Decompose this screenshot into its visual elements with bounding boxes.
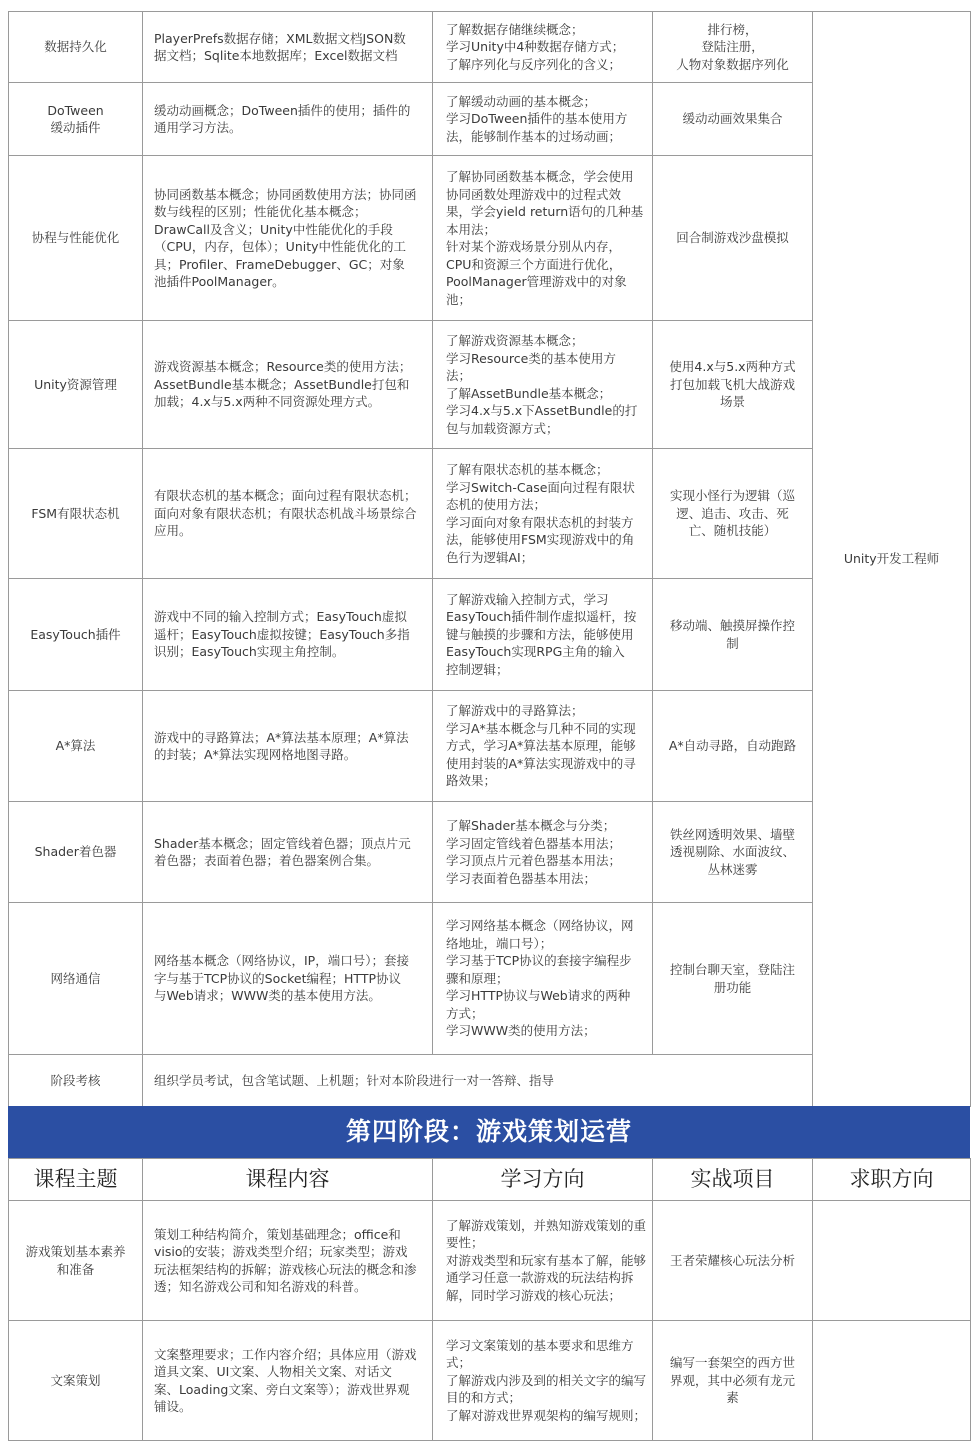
header-project: 实战项目	[653, 1159, 813, 1201]
learning-direction-line: 了解对游戏世界观架构的编写规则；	[446, 1407, 647, 1423]
learning-direction-line: 骤和原理；	[446, 970, 509, 986]
practice-project-line: 素	[726, 1390, 739, 1406]
practice-project-line: 编写一套架空的西方世	[669, 1355, 795, 1371]
stage3-table-wrap	[8, 11, 970, 1107]
learning-direction-line: 学习面向对象有限状态机的封装方	[446, 514, 634, 530]
practice-project	[653, 83, 813, 156]
table-row	[9, 1321, 971, 1441]
learning-direction-line: 要性；	[446, 1235, 484, 1251]
course-content	[143, 802, 433, 903]
learning-direction-line: 学习顶点片元着色器基本用法；	[446, 853, 622, 868]
course-content	[143, 691, 433, 802]
course-content-line: Shader基本概念；固定管线着色器；顶点片元	[154, 835, 411, 851]
course-content-line: 字与基于TCP协议的Socket编程；HTTP协议	[154, 970, 401, 986]
learning-direction-line: 针对某个游戏场景分别从内存，	[446, 239, 622, 254]
learning-direction-line: 学习4.x与5.x下AssetBundle的打	[446, 403, 638, 418]
course-content-line: 识别；EasyTouch实现主角控制。	[154, 644, 345, 660]
learning-direction-line: 了解协同函数基本概念，学会使用	[446, 169, 634, 184]
practice-project	[653, 802, 813, 903]
practice-project-line: 亡、随机技能）	[688, 523, 777, 539]
learning-direction-line: 学习Resource类的基本使用方	[446, 350, 616, 366]
course-topic-line: DoTween	[47, 102, 104, 118]
learning-direction	[433, 156, 653, 321]
course-topic-line: A*算法	[55, 738, 96, 754]
learning-direction	[433, 1201, 653, 1321]
course-topic-line: 缓动插件	[50, 120, 101, 135]
course-content-line: 策划工种结构简介，策划基础理念；office和	[154, 1226, 401, 1242]
practice-project	[653, 1321, 813, 1441]
learning-direction-line: EasyTouch实现RPG主角的输入	[446, 644, 625, 660]
learning-direction-line: 学习表面着色器基本用法；	[446, 870, 597, 886]
course-content	[143, 156, 433, 321]
learning-direction-line: 学习固定管线着色器基本用法；	[446, 835, 622, 851]
course-topic-line: Shader着色器	[34, 844, 117, 860]
course-topic	[9, 83, 143, 156]
learning-direction	[433, 83, 653, 156]
course-content-line: 案、Loading文案、旁白文案等）；游戏世界观	[154, 1381, 410, 1397]
course-content-line: 通用学习方法。	[154, 120, 242, 135]
learning-direction-line: 键与触摸的步骤和方法，能够使用	[446, 626, 634, 642]
course-content	[143, 83, 433, 156]
course-content	[143, 579, 433, 691]
learning-direction-line: 学习基于TCP协议的套接字编程步	[446, 953, 632, 969]
course-content-line: visio的安装；游戏类型介绍；玩家类型；游戏	[154, 1244, 408, 1259]
practice-project	[653, 903, 813, 1055]
learning-direction	[433, 579, 653, 691]
course-topic	[9, 156, 143, 321]
course-content	[143, 449, 433, 579]
practice-project-line: 回合制游戏沙盘模拟	[676, 230, 789, 246]
learning-direction-line: 法，能够制作基本的过场动画；	[446, 128, 622, 144]
learning-direction-line: 通学习任意一款游戏的玩法结构拆	[446, 1270, 634, 1286]
practice-project-line: 界观，其中必须有龙元	[669, 1372, 795, 1388]
course-content	[143, 12, 433, 83]
course-topic-line: 网络通信	[50, 970, 101, 986]
course-content-line: （CPU，内存，包体）；Unity中性能优化的工	[154, 239, 407, 254]
course-content-line: 网络基本概念（网络协议，IP，端口号）；套接	[154, 953, 409, 969]
course-content	[143, 903, 433, 1055]
practice-project-line: 打包加载飞机大战游戏	[669, 376, 795, 392]
course-content-line: 缓动动画概念；DoTween插件的使用；插件的	[154, 102, 411, 118]
header-career: 求职方向	[813, 1159, 971, 1201]
course-content-line: 应用。	[154, 523, 192, 539]
course-content-line: 游戏中不同的输入控制方式；EasyTouch虚拟	[154, 609, 407, 625]
course-topic	[9, 903, 143, 1055]
learning-direction	[433, 1321, 653, 1441]
course-content-line: 游戏中的寻路算法；A*算法基本原理；A*算法	[154, 729, 409, 745]
career-direction	[813, 1321, 971, 1441]
course-content	[143, 321, 433, 449]
learning-direction-line: 协同函数处理游戏中的过程式效	[446, 186, 622, 202]
practice-project-line: 排行榜，	[707, 21, 758, 37]
course-topic	[9, 1201, 143, 1321]
learning-direction-line: 了解有限状态机的基本概念；	[446, 462, 609, 477]
learning-direction-line: 了解数据存储继续概念；	[446, 21, 584, 37]
learning-direction-line: 包与加载资源方式；	[446, 420, 559, 436]
practice-project-line: 缓动动画效果集合	[682, 111, 783, 127]
course-content	[143, 1201, 433, 1321]
learning-direction-line: 学习Switch-Case面向过程有限状	[446, 479, 635, 495]
practice-project-line: 铁丝网透明效果、墙壁	[669, 826, 795, 842]
learning-direction-line: 解，同时学习游戏的核心玩法；	[446, 1287, 622, 1303]
practice-project-line: 控制台聊天室，登陆注	[669, 962, 795, 977]
course-content-line: 面向对象有限状态机；有限状态机战斗场景综合	[154, 505, 417, 521]
learning-direction-line: 学习DoTween插件的基本使用方	[446, 111, 628, 127]
learning-direction-line: 了解游戏输入控制方式，学习	[446, 591, 609, 607]
practice-project	[653, 1201, 813, 1321]
learning-direction-line: 了解游戏策划，并熟知游戏策划的重	[446, 1217, 647, 1233]
practice-project-line: 丛林迷雾	[707, 861, 758, 877]
practice-project-line: 册功能	[713, 979, 752, 995]
course-topic-line: 文案策划	[50, 1372, 101, 1388]
practice-project	[653, 321, 813, 449]
career-direction	[813, 1201, 971, 1321]
stage4-table-wrap	[8, 1158, 970, 1441]
learning-direction-line: 色行为逻辑AI；	[446, 549, 534, 565]
course-content-line: 协同函数基本概念；协同函数使用方法；协同函	[154, 186, 417, 202]
course-content-line: DrawCall及含义；Unity中性能优化的手段	[154, 221, 393, 237]
course-content-line: 道具文案、UI文案、人物相关文案、对话文	[154, 1364, 392, 1379]
learning-direction	[433, 12, 653, 83]
practice-project-line: 人物对象数据序列化	[676, 56, 789, 72]
practice-project	[653, 579, 813, 691]
course-topic	[9, 802, 143, 903]
learning-direction-line: 了解缓动动画的基本概念；	[446, 93, 597, 109]
learning-direction-line: 了解序列化与反序列化的含义；	[446, 56, 622, 72]
table-row	[9, 12, 971, 83]
course-content-line: 游戏资源基本概念；Resource类的使用方法；	[154, 359, 412, 375]
course-content-line: 文案整理要求；工作内容介绍；具体应用（游戏	[154, 1346, 417, 1362]
learning-direction	[433, 802, 653, 903]
course-topic-line: 协程与性能优化	[31, 230, 120, 246]
header-topic: 课程主题	[9, 1159, 143, 1201]
course-topic-line: 数据持久化	[44, 39, 107, 55]
learning-direction	[433, 321, 653, 449]
course-topic	[9, 1321, 143, 1441]
course-content-line: 透；知名游戏公司和知名游戏的科普。	[154, 1279, 367, 1294]
practice-project-line: A*自动寻路，自动跑路	[668, 738, 797, 754]
course-topic	[9, 691, 143, 802]
practice-project-line: 登陆注册，	[701, 39, 764, 55]
practice-project-line: 王者荣耀核心玩法分析	[669, 1252, 795, 1268]
header-direction: 学习方向	[433, 1159, 653, 1201]
learning-direction-line: 学习HTTP协议与Web请求的两种	[446, 988, 631, 1004]
practice-project	[653, 449, 813, 579]
exam-topic: 阶段考核	[9, 1055, 143, 1107]
learning-direction-line: 了解游戏内涉及到的相关文字的编写	[446, 1372, 647, 1388]
learning-direction-line: 了解AssetBundle基本概念；	[446, 385, 612, 401]
learning-direction-line: 池；	[446, 291, 472, 307]
course-topic-line: Unity资源管理	[34, 376, 117, 392]
learning-direction-line: PoolManager管理游戏中的对象	[446, 274, 627, 289]
learning-direction-line: 学习WWW类的使用方法；	[446, 1023, 596, 1039]
table-row	[9, 1201, 971, 1321]
learning-direction-line: 法；	[446, 368, 472, 383]
course-topic-line: EasyTouch插件	[30, 626, 121, 642]
practice-project	[653, 156, 813, 321]
practice-project-line: 使用4.x与5.x两种方式	[669, 359, 796, 375]
learning-direction	[433, 903, 653, 1055]
career-direction: Unity开发工程师	[813, 12, 971, 1107]
learning-direction-line: 了解游戏中的寻路算法；	[446, 703, 584, 719]
course-content-line: 池插件PoolManager。	[154, 274, 285, 289]
practice-project-line: 移动端、触摸屏操作控	[669, 618, 795, 633]
course-content-line: 具；Profiler、FrameDebugger、GC；对象	[154, 256, 405, 272]
learning-direction-line: 方式；	[446, 1005, 484, 1021]
learning-direction-line: 果，学会yield return语句的几种基	[446, 204, 644, 219]
practice-project	[653, 12, 813, 83]
learning-direction-line: 对游戏类型和玩家有基本了解，能够	[446, 1252, 647, 1268]
course-content-line: PlayerPrefs数据存储；XML数据文档JSON数	[154, 30, 406, 46]
course-topic	[9, 579, 143, 691]
learning-direction-line: 了解游戏资源基本概念；	[446, 333, 584, 348]
learning-direction-line: 学习网络基本概念（网络协议，网	[446, 918, 634, 934]
practice-project	[653, 691, 813, 802]
learning-direction-line: 目的和方式；	[446, 1390, 522, 1406]
header-content: 课程内容	[143, 1159, 433, 1201]
course-content	[143, 1321, 433, 1441]
course-content-line: 加载；4.x与5.x两种不同资源处理方式。	[154, 394, 381, 410]
learning-direction	[433, 449, 653, 579]
learning-direction-line: 本用法；	[446, 221, 497, 237]
course-content-line: 着色器；表面着色器；着色器案例合集。	[154, 853, 380, 868]
course-content-line: 的封装；A*算法实现网格地图寻路。	[154, 747, 357, 762]
learning-direction-line: 态机的使用方法；	[446, 497, 547, 512]
practice-project-line: 制	[726, 635, 739, 651]
course-topic-line: 和准备	[56, 1261, 95, 1277]
practice-project-line: 场景	[719, 394, 745, 410]
learning-direction-line: 使用封装的A*算法实现游戏中的寻	[446, 755, 636, 771]
learning-direction-line: 络地址，端口号）；	[446, 935, 553, 951]
stage4-table	[8, 1158, 971, 1441]
learning-direction-line: 学习文案策划的基本要求和思维方	[446, 1337, 634, 1353]
course-topic	[9, 321, 143, 449]
course-content-line: 据文档；Sqlite本地数据库；Excel数据文档	[154, 48, 398, 63]
course-topic-line: 游戏策划基本素养	[25, 1244, 126, 1259]
stage3-table	[8, 11, 971, 1107]
exam-content: 组织学员考试，包含笔试题、上机题；针对本阶段进行一对一答辩、指导	[143, 1055, 813, 1107]
stage4-banner: 第四阶段：游戏策划运营	[8, 1106, 970, 1158]
learning-direction-line: 路效果；	[446, 773, 497, 789]
learning-direction-line: 法，能够使用FSM实现游戏中的角	[446, 532, 635, 547]
learning-direction-line: EasyTouch插件制作虚拟遥杆，按	[446, 609, 637, 625]
course-content-line: 玩法框架结构的拆解；游戏核心玩法的概念和渗	[154, 1261, 417, 1277]
learning-direction-line: 学习A*基本概念与几种不同的实现	[446, 720, 636, 736]
learning-direction-line: 控制逻辑；	[446, 661, 509, 677]
header-row	[9, 1159, 971, 1201]
learning-direction	[433, 691, 653, 802]
course-content-line: 数与线程的区别；性能优化基本概念；	[154, 204, 367, 219]
course-content-line: 铺设。	[154, 1399, 192, 1414]
learning-direction-line: 方式，学习A*算法基本原理，能够	[446, 738, 636, 754]
course-content-line: AssetBundle基本概念；AssetBundle打包和	[154, 376, 410, 392]
learning-direction-line: 学习Unity中4种数据存储方式；	[446, 39, 625, 55]
course-content-line: 遥杆；EasyTouch虚拟按键；EasyTouch多指	[154, 626, 410, 642]
course-topic	[9, 12, 143, 83]
learning-direction-line: 式；	[446, 1355, 472, 1371]
course-topic-line: FSM有限状态机	[31, 505, 120, 521]
course-content-line: 与Web请求；WWW类的基本使用方法。	[154, 988, 381, 1004]
practice-project-line: 逻、追击、攻击、死	[676, 505, 789, 521]
learning-direction-line: 了解Shader基本概念与分类；	[446, 818, 616, 833]
practice-project-line: 透视剔除、水面波纹、	[669, 844, 795, 860]
course-topic	[9, 449, 143, 579]
practice-project-line: 实现小怪行为逻辑（巡	[669, 488, 795, 504]
course-content-line: 有限状态机的基本概念；面向过程有限状态机；	[154, 488, 417, 504]
learning-direction-line: CPU和资源三个方面进行优化，	[446, 256, 622, 272]
